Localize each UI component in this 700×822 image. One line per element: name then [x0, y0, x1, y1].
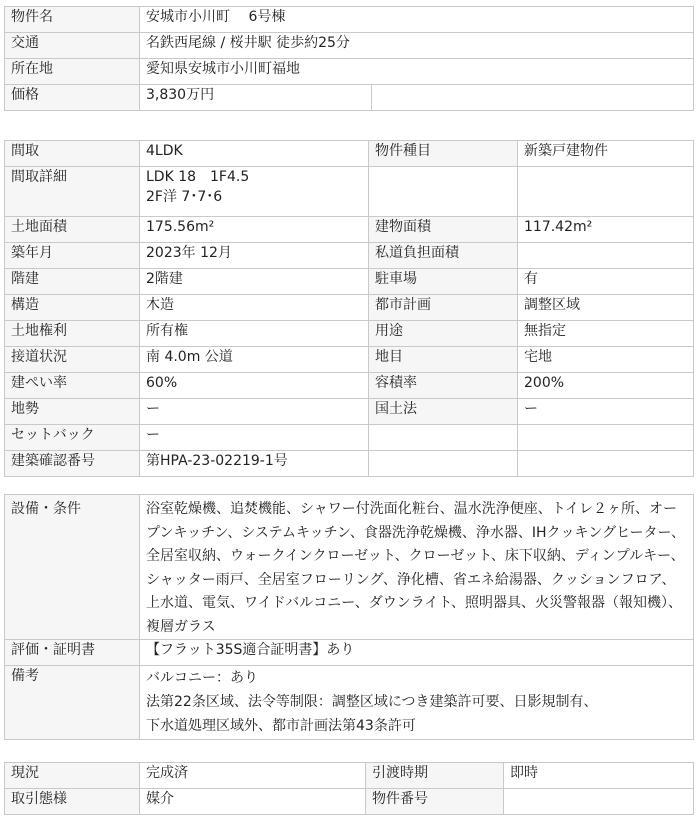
value-confirm-number: 第HPA-23-02219-1号 [140, 451, 369, 477]
value-address: 愛知県安城市小川町福地 [140, 59, 694, 85]
label-equipment: 設備・条件 [5, 495, 140, 640]
label-setback: セットバック [5, 425, 140, 451]
value-property-number [504, 789, 694, 815]
label-floors: 階建 [5, 269, 140, 295]
value-coverage: 60% [140, 373, 369, 399]
value-transaction: 媒介 [140, 789, 366, 815]
label-handover: 引渡時期 [366, 763, 504, 789]
value-remarks: バルコニー：あり 法第22条区域、法令等制限：調整区域につき建築許可要、日影規制有、 下水道処理区域外、都市計画法第43条許可 [140, 666, 694, 740]
value-property-name: 安城市小川町 6号棟 [140, 7, 694, 33]
label-address: 所在地 [5, 59, 140, 85]
value-far: 200% [518, 373, 694, 399]
label-certificate: 評価・証明書 [5, 640, 140, 666]
label-traffic: 交通 [5, 33, 140, 59]
value-equipment: 浴室乾燥機、追焚機能、シャワー付洗面化粧台、温水洗浄便座、トイレ２ヶ所、オープンキッチン、システムキッチン、食器洗浄乾燥機、浄水器、IHクッキングヒーター、全居室収納、ウォークインクローゼット、クローゼット、床下収納、ディンプルキー、シャッター雨戸、全居室フローリング、浄化槽、省エネ給湯器、クッションフロア、上水道、電気、ワイドバルコニー、ダウンライト、照明器具、火災警報器（報知機）、複層ガラス [140, 495, 694, 640]
label-land-category: 地目 [369, 347, 518, 373]
label-use: 用途 [369, 321, 518, 347]
facilities-table [4, 494, 694, 740]
value-floors: 2階建 [140, 269, 369, 295]
empty-cell [518, 451, 694, 477]
label-madori-detail: 間取詳細 [5, 167, 140, 217]
label-current-status: 現況 [5, 763, 140, 789]
value-city-plan: 調整区域 [518, 295, 694, 321]
value-national-land: ー [518, 399, 694, 425]
empty-cell [369, 425, 518, 451]
label-remarks: 備考 [5, 666, 140, 740]
label-built: 築年月 [5, 243, 140, 269]
value-current-status: 完成済 [140, 763, 366, 789]
label-price: 価格 [5, 85, 140, 111]
label-madori: 間取 [5, 141, 140, 167]
label-far: 容積率 [369, 373, 518, 399]
value-road: 南 4.0m 公道 [140, 347, 369, 373]
value-land-rights: 所有権 [140, 321, 369, 347]
status-table [4, 762, 694, 815]
empty-cell [369, 451, 518, 477]
value-use: 無指定 [518, 321, 694, 347]
value-terrain: ー [140, 399, 369, 425]
value-madori-detail: LDK 18 1F4.5 2F洋 7･7･6 [140, 167, 369, 217]
value-price: 3,830万円 [140, 85, 372, 111]
label-road: 接道状況 [5, 347, 140, 373]
label-building-area: 建物面積 [369, 217, 518, 243]
label-property-number: 物件番号 [366, 789, 504, 815]
label-land-area: 土地面積 [5, 217, 140, 243]
details-table [4, 140, 694, 477]
label-private-road: 私道負担面積 [369, 243, 518, 269]
empty-cell [518, 167, 694, 217]
value-building-area: 117.42m² [518, 217, 694, 243]
value-handover: 即時 [504, 763, 694, 789]
value-setback: ー [140, 425, 369, 451]
value-private-road [518, 243, 694, 269]
label-land-rights: 土地権利 [5, 321, 140, 347]
label-national-land: 国土法 [369, 399, 518, 425]
value-property-type: 新築戸建物件 [518, 141, 694, 167]
value-land-area: 175.56m² [140, 217, 369, 243]
value-land-category: 宅地 [518, 347, 694, 373]
label-property-type: 物件種目 [369, 141, 518, 167]
summary-table [4, 6, 694, 111]
label-structure: 構造 [5, 295, 140, 321]
empty-cell [372, 85, 694, 111]
value-certificate: 【フラット35S適合証明書】あり [140, 640, 694, 666]
empty-cell [369, 167, 518, 217]
value-structure: 木造 [140, 295, 369, 321]
label-transaction: 取引態様 [5, 789, 140, 815]
label-coverage: 建ぺい率 [5, 373, 140, 399]
label-terrain: 地勢 [5, 399, 140, 425]
value-built: 2023年 12月 [140, 243, 369, 269]
label-city-plan: 都市計画 [369, 295, 518, 321]
empty-cell [518, 425, 694, 451]
value-parking: 有 [518, 269, 694, 295]
label-parking: 駐車場 [369, 269, 518, 295]
value-madori: 4LDK [140, 141, 369, 167]
value-traffic: 名鉄西尾線 / 桜井駅 徒歩約25分 [140, 33, 694, 59]
label-property-name: 物件名 [5, 7, 140, 33]
label-confirm-number: 建築確認番号 [5, 451, 140, 477]
